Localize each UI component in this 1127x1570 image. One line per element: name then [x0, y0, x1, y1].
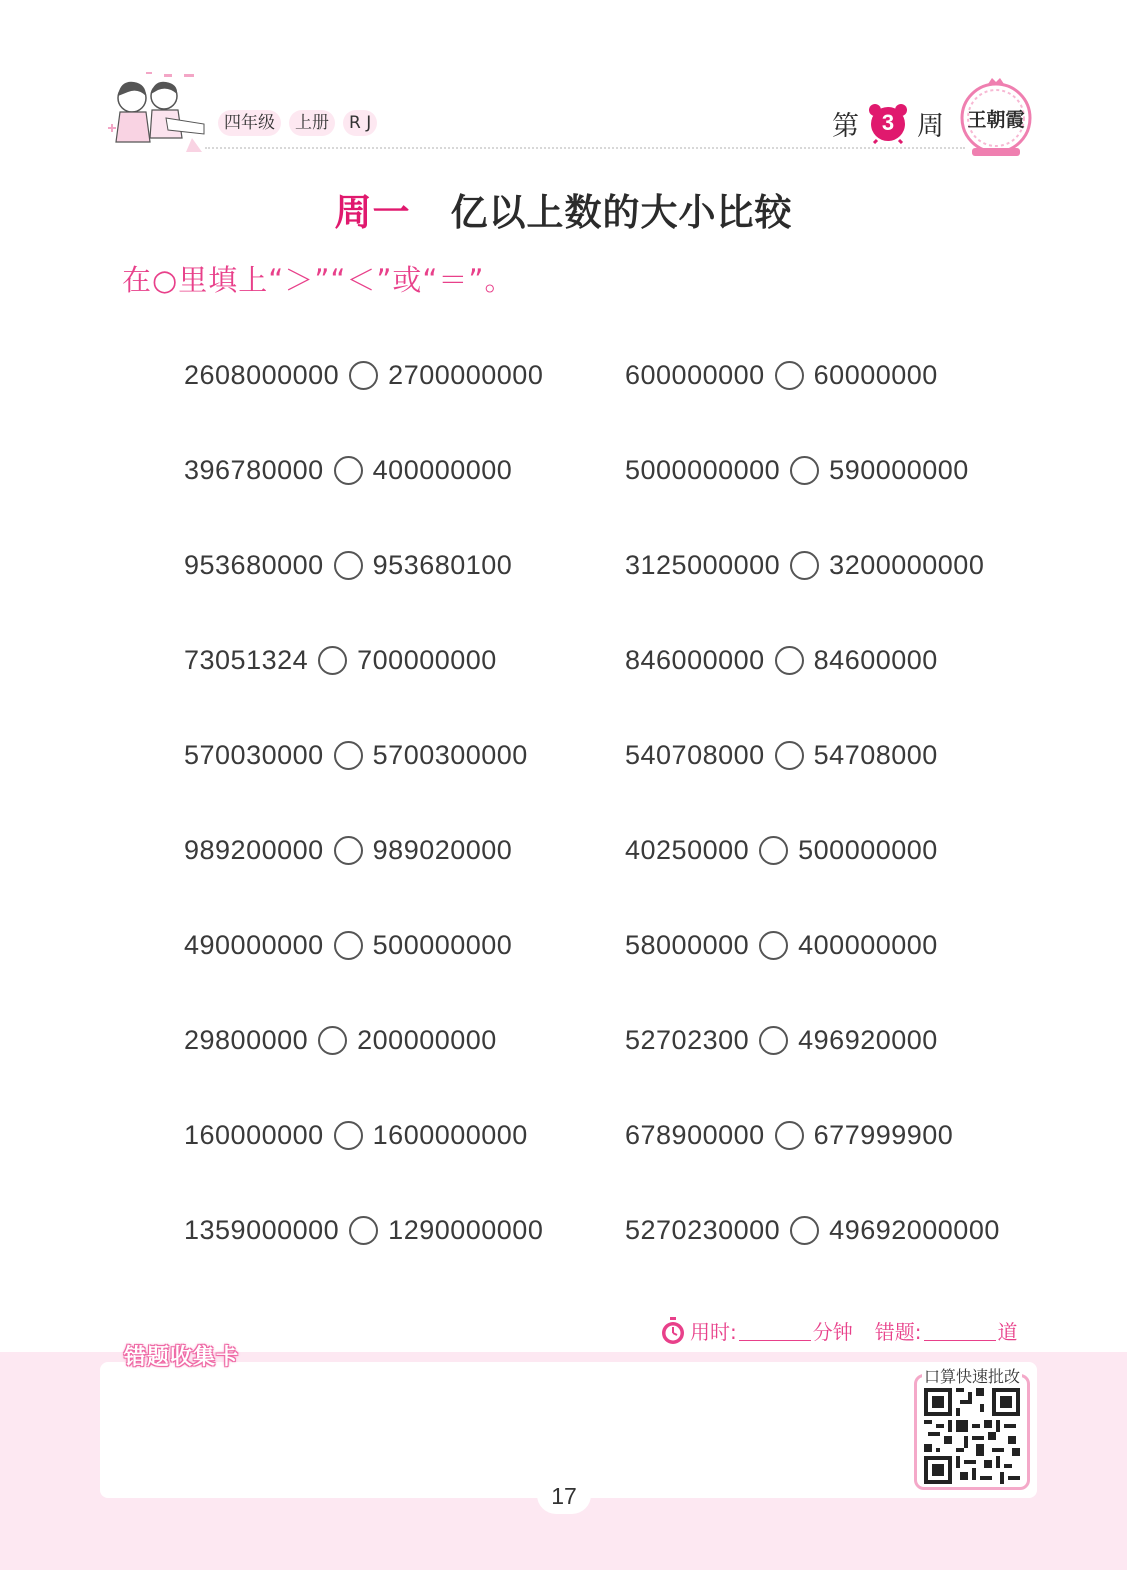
brand-seal-icon: [958, 76, 1034, 162]
time-unit: 分钟: [812, 1320, 853, 1344]
number-b: 677999900: [813, 1119, 954, 1150]
number-a: 2608000000: [184, 359, 340, 390]
answer-circle[interactable]: [775, 741, 804, 770]
number-a: 73051324: [184, 644, 309, 675]
answer-circle[interactable]: [334, 741, 363, 770]
problem-right-8: [625, 1020, 938, 1060]
answer-circle[interactable]: [334, 836, 363, 865]
answer-circle[interactable]: [334, 456, 363, 485]
problem-right-10: [625, 1210, 1000, 1250]
number-b: 5700300000: [372, 739, 528, 770]
time-and-errors: [660, 1316, 1018, 1345]
answer-circle[interactable]: [334, 931, 363, 960]
answer-circle[interactable]: [349, 1216, 378, 1245]
problem-right-5: [625, 735, 938, 775]
number-a: 989200000: [184, 834, 324, 865]
answer-circle[interactable]: [759, 836, 788, 865]
answer-circle[interactable]: [775, 1121, 804, 1150]
answer-circle[interactable]: [334, 1121, 363, 1150]
problem-left-5: [184, 735, 528, 775]
number-a: 600000000: [625, 359, 765, 390]
answer-circle[interactable]: [775, 646, 804, 675]
number-b: 84600000: [813, 644, 938, 675]
qr-code-icon[interactable]: [924, 1388, 1020, 1484]
number-b: 500000000: [372, 929, 513, 960]
number-b: 700000000: [357, 644, 497, 675]
time-label: 用时:: [690, 1320, 737, 1344]
number-a: 953680000: [184, 549, 324, 580]
number-b: 500000000: [798, 834, 938, 865]
errors-unit: 道: [997, 1320, 1018, 1344]
week-number: 3: [881, 110, 895, 135]
number-a: 40250000: [625, 834, 750, 865]
week-suffix: 周: [917, 110, 944, 142]
number-a: 540708000: [625, 739, 765, 770]
number-a: 846000000: [625, 644, 765, 675]
errors-blank[interactable]: [924, 1340, 996, 1341]
number-b: 1290000000: [388, 1214, 544, 1245]
problem-left-3: [184, 545, 512, 585]
kids-illustration-icon: [106, 72, 206, 154]
grade-tag: 四年级: [218, 110, 281, 136]
problem-left-10: [184, 1210, 543, 1250]
problem-left-6: [184, 830, 512, 870]
number-b: 496920000: [798, 1024, 938, 1055]
page-title: [0, 182, 1127, 236]
answer-circle[interactable]: [349, 361, 378, 390]
number-a: 396780000: [184, 454, 324, 485]
number-a: 490000000: [184, 929, 324, 960]
answer-circle[interactable]: [334, 551, 363, 580]
number-b: 989020000: [372, 834, 513, 865]
answer-circle[interactable]: [759, 1026, 788, 1055]
number-b: 60000000: [813, 359, 938, 390]
number-b: 1600000000: [372, 1119, 528, 1150]
problem-right-9: [625, 1115, 953, 1155]
number-a: 570030000: [184, 739, 324, 770]
number-b: 2700000000: [388, 359, 544, 390]
number-a: 52702300: [625, 1024, 750, 1055]
answer-circle[interactable]: [775, 361, 804, 390]
time-blank[interactable]: [739, 1340, 811, 1341]
instruction-text: 在○里填上“＞”“＜”或“＝”。: [122, 263, 515, 297]
brand-name: 王朝霞: [967, 109, 1025, 131]
answer-circle[interactable]: [790, 456, 819, 485]
stopwatch-icon: [660, 1317, 686, 1345]
problem-right-2: [625, 450, 969, 490]
number-a: 160000000: [184, 1119, 324, 1150]
answer-circle[interactable]: [790, 1216, 819, 1245]
number-b: 3200000000: [829, 549, 985, 580]
problem-right-3: [625, 545, 984, 585]
answer-circle[interactable]: [759, 931, 788, 960]
answer-circle[interactable]: [790, 551, 819, 580]
lesson-topic: 亿以上数的大小比较: [450, 191, 793, 234]
number-a: 29800000: [184, 1024, 309, 1055]
problem-left-9: [184, 1115, 528, 1155]
answer-circle[interactable]: [318, 1026, 347, 1055]
page-number: 17: [537, 1476, 591, 1514]
problem-left-4: [184, 640, 497, 680]
header-divider: [205, 147, 965, 149]
number-a: 5270230000: [625, 1214, 781, 1245]
week-label: [832, 102, 944, 144]
number-a: 1359000000: [184, 1214, 340, 1245]
problem-left-8: [184, 1020, 497, 1060]
number-b: 590000000: [829, 454, 969, 485]
problem-right-4: [625, 640, 938, 680]
problem-right-1: [625, 355, 938, 395]
number-b: 400000000: [798, 929, 938, 960]
volume-tag: 上册: [289, 110, 335, 136]
week-badge: [867, 102, 909, 144]
problem-right-6: [625, 830, 938, 870]
number-b: 200000000: [357, 1024, 497, 1055]
errors-label: 错题:: [874, 1320, 922, 1344]
number-a: 5000000000: [625, 454, 781, 485]
problem-right-7: [625, 925, 938, 965]
weekday-label: 周一: [334, 191, 411, 234]
number-b: 49692000000: [829, 1214, 1000, 1245]
problem-left-7: [184, 925, 512, 965]
problem-left-2: [184, 450, 512, 490]
week-prefix: 第: [832, 110, 859, 142]
number-a: 678900000: [625, 1119, 765, 1150]
grade-tags: [218, 110, 377, 136]
edition-tag: R J: [343, 110, 377, 136]
answer-circle[interactable]: [318, 646, 347, 675]
problem-left-1: [184, 355, 543, 395]
number-b: 953680100: [372, 549, 513, 580]
number-b: 54708000: [813, 739, 938, 770]
mistake-collection-label: 错题收集卡: [124, 1345, 240, 1370]
qr-caption: 口算快速批改: [922, 1364, 1022, 1387]
number-a: 3125000000: [625, 549, 781, 580]
number-b: 400000000: [372, 454, 513, 485]
number-a: 58000000: [625, 929, 750, 960]
